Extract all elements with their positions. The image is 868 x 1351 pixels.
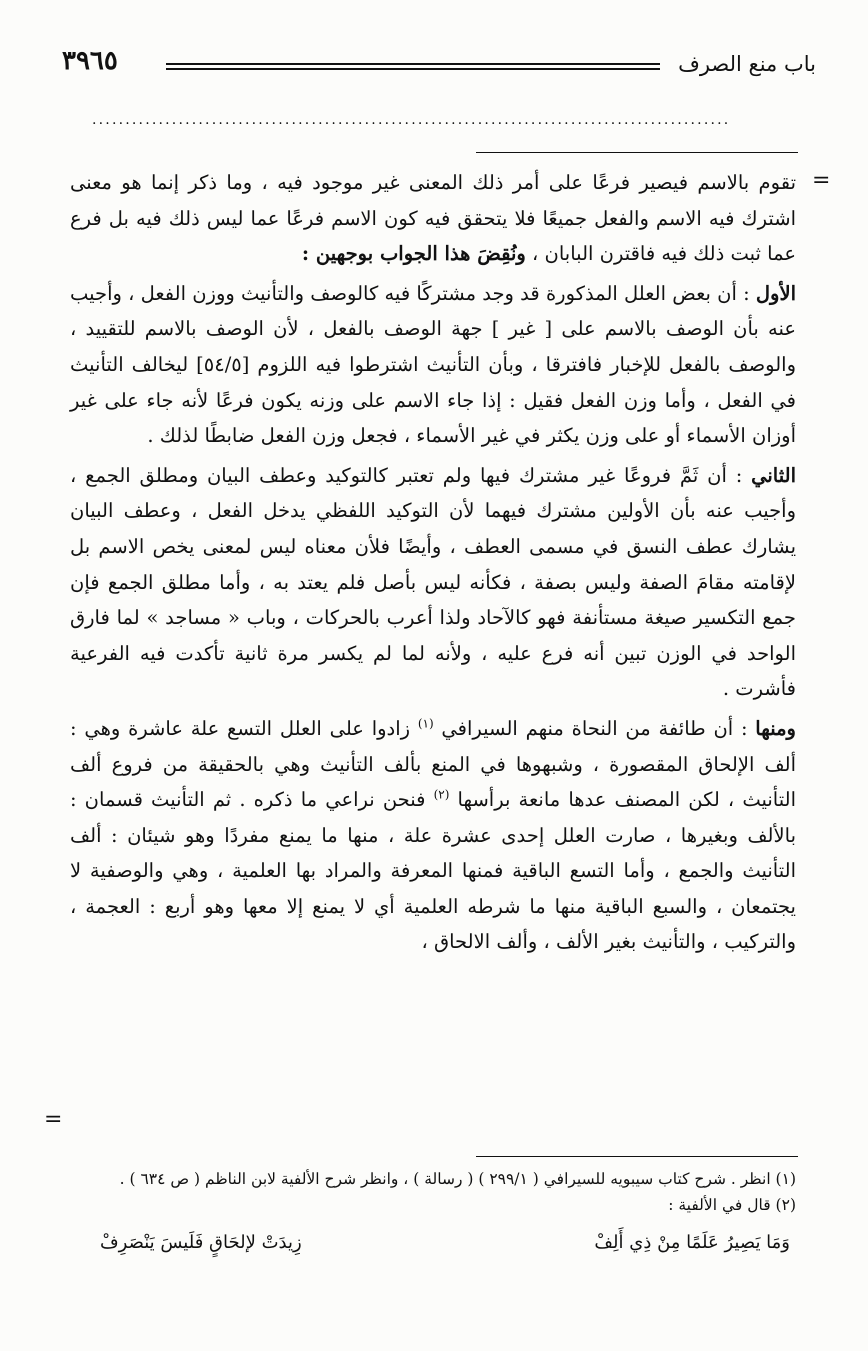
paragraph-text: فنحن نراعي ما ذكره . ثم التأنيث قسمان : بالألف وبغيرها ، صارت العلل إحدى عشرة علة ، منها ما يمنع مفردًا وهو شيئان : ألف التأنيث والجمع ، وأما التسع الباقية فمنها المعرفة والمراد بها العلمية ، وهي والوصفية لا يجتمعان ، والسبع الباقية منها ما شرطه العلمية أي لا يمنع إلا معها وهو أربع : العجمة ، والتركيب ، والتأنيث بغير الألف ، وألف الالحاق ، — [70, 788, 796, 954]
footnote-reference-1[interactable]: (١) — [417, 716, 434, 731]
dotted-separator: ................................................................................................ — [92, 112, 731, 128]
continued-footnote-rule — [476, 152, 798, 153]
paragraph-text: : أن بعض العلل المذكورة قد وجد مشتركًا فيه كالوصف والتأنيث ووزن الفعل ، وأجيب عنه بأن الوصف بالاسم على [ غير ] جهة الوصف بالفعل ، لأن الوصف بالاسم للتقييد ، والوصف بالفعل للإخبار فافترقا ، وبأن التأنيث اشترطوا فيه اللزوم [٥٤/٥] ليخالف التأنيث في الفعل ، وأما وزن الفعل فقيل : إذا جاء الاسم على وزنه يكون فرعًا لأنه جاء على غير أوزان الأسماء أو على وزن يكثر في غير الأسماء ، فجعل وزن الفعل ضابطًا لذلك . — [70, 281, 796, 448]
paragraph-lead: ومنها — [755, 716, 796, 740]
paragraph-3 — [70, 458, 796, 707]
paragraph-text: : أن طائفة من النحاة منهم السيرافي — [433, 716, 756, 740]
header-double-rule — [166, 63, 660, 70]
verse-first-hemistich: وَمَا يَصِيرُ عَلَمًا مِنْ ذِي أَلِفْ — [594, 1232, 790, 1253]
poetry-verse — [100, 1232, 790, 1266]
paragraph-lead: الثاني — [751, 463, 796, 487]
footnotes — [70, 1166, 796, 1218]
continuation-mark-start: = — [812, 168, 831, 193]
paragraph-text: : أن ثَمَّ فروعًا غير مشترك فيها ولم تعتبر كالتوكيد وعطف البيان ومطلق الجمع ، وأجيب عنه بأن الأولين مشترك فيهما لأن التوكيد اللفظي يدخل الفعل ، وعطف البيان يشارك عطف النسق في مسمى العطف ، وأيضًا فلأن معناه ليس لمعنى يخص الاسم بل لإقامته مقامَ الصفة وليس بصفة ، فكأنه ليس بأصل فلم يعتد به ، وأما مطلق الجمع فإن جمع التكسير صيغة مستأنفة فهو كالآحاد ولذا أعرب بالحركات ، وباب « مساجد » لما فارق الواحد في الوزن تبين أنه فرع عليه ، ولأنه لما لم يكسر مرة ثانية تأكدت فيه الفرعية فأشرت . — [70, 463, 796, 701]
page-number: ٣٩٦٥ — [62, 46, 118, 76]
footnote-reference-2[interactable]: (٢) — [433, 787, 450, 802]
continuation-mark-end: = — [44, 1107, 63, 1132]
paragraph-bold-tail: ونُقِضَ هذا الجواب بوجهين : — [301, 242, 526, 266]
footnote-2: (٢) قال في الألفية : — [668, 1196, 796, 1214]
paragraph-4 — [70, 711, 796, 960]
main-text — [70, 165, 796, 960]
footnote-rule — [476, 1156, 798, 1157]
footnote-1: (١) انظر . شرح كتاب سيبويه للسيرافي ( ٢٩٩/١ ) ( رسالة ) ، وانظر شرح الألفية لابن الناظم ( ص ٦٣٤ ) . — [119, 1170, 796, 1188]
chapter-title: باب منع الصرف — [678, 52, 816, 76]
paragraph-2 — [70, 276, 796, 454]
paragraph-1 — [70, 165, 796, 272]
verse-second-hemistich: زِيدَتْ لإلحَاقٍ فَلَيسَ يَنْصَرِفْ — [100, 1232, 302, 1253]
paragraph-text: تقوم بالاسم فيصير فرعًا على أمر ذلك المعنى غير موجود فيه ، وما ذكر إنما هو معنى اشترك فيه الاسم والفعل جميعًا فلا يتحقق فيه كون الاسم فرعًا عما ليس ذلك فيه بل فرع عما ثبت ذلك فيه فاقترن البابان ، — [70, 171, 796, 266]
paragraph-lead: الأول — [755, 281, 796, 305]
paragraph-text: زادوا على العلل التسع علة عاشرة وهي : ألف الإلحاق المقصورة ، وشبهوها في المنع بألف التأنيث وهي بالحقيقة من فروع ألف التأنيث ، لكن المصنف عدها مانعة برأسها — [70, 716, 796, 812]
